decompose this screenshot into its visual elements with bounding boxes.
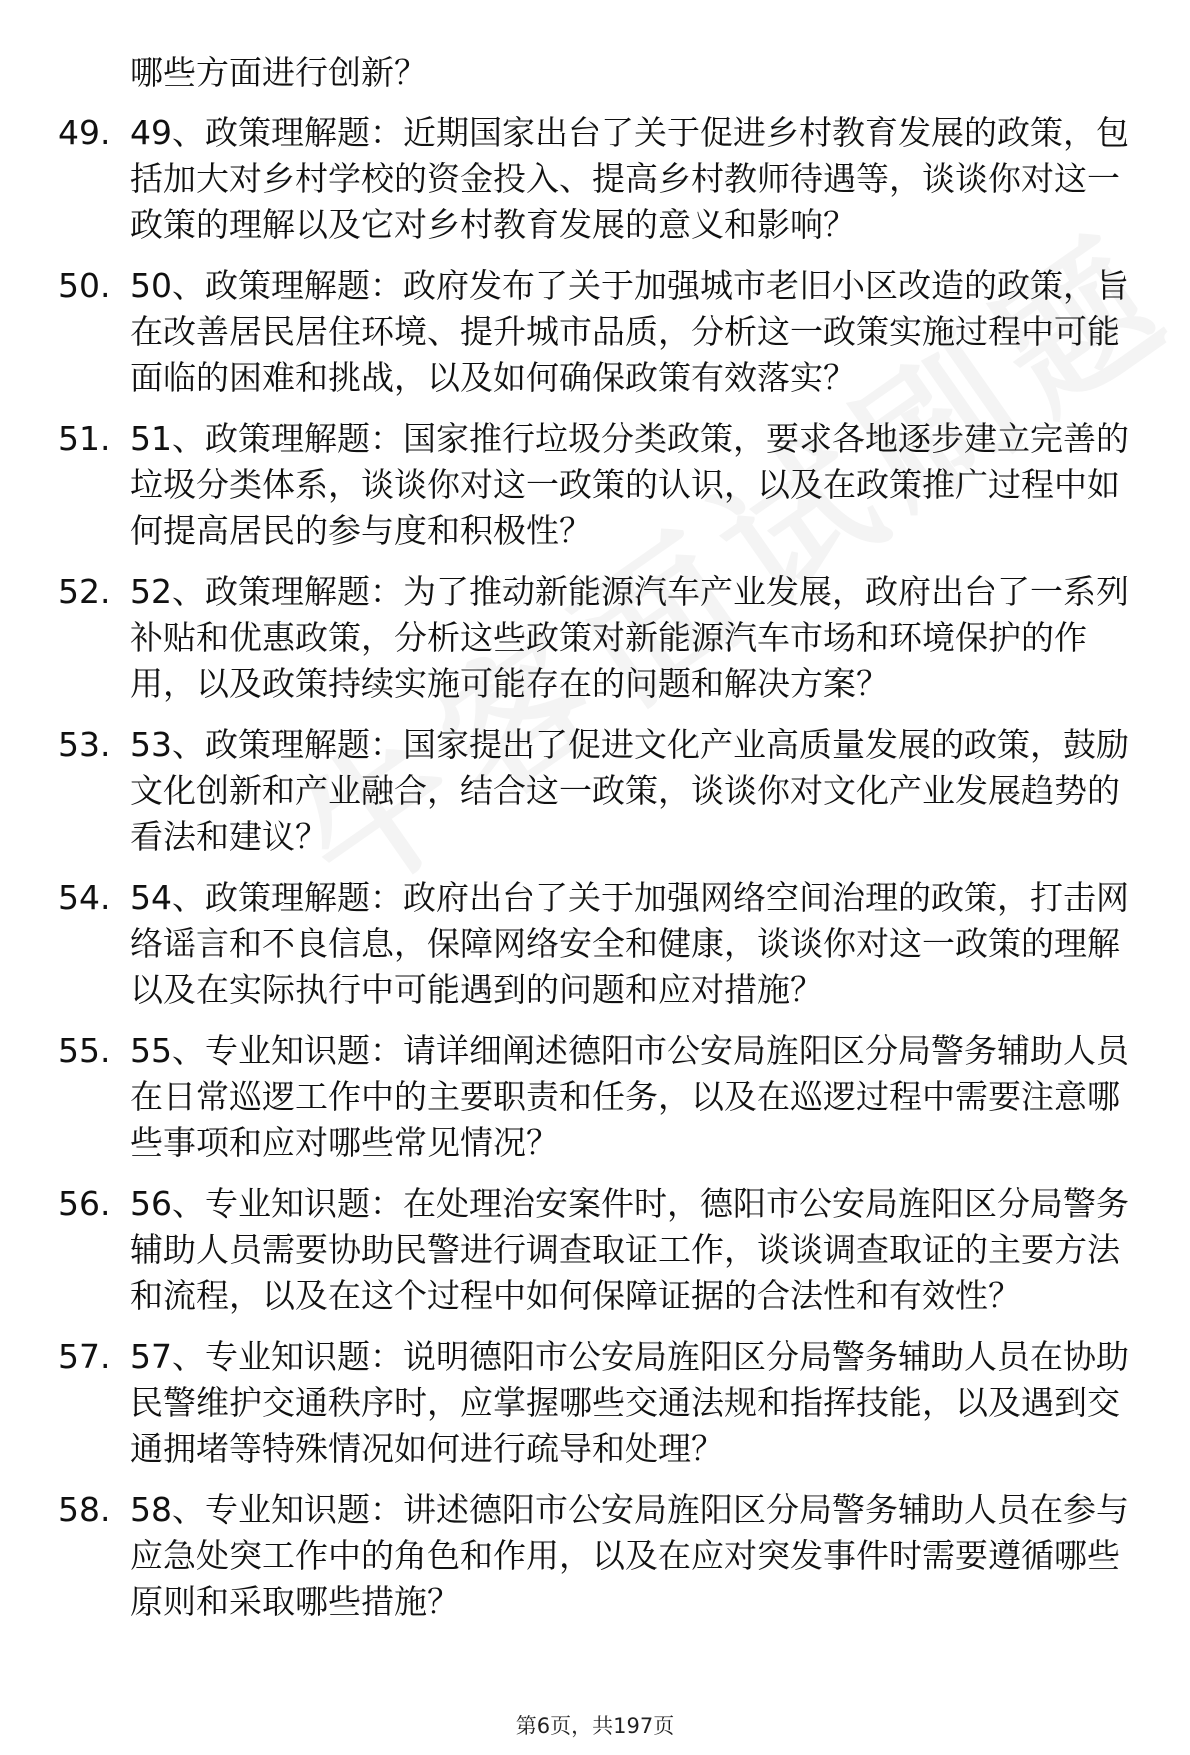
question-item [0,1181,1190,1319]
continued-text: 哪些方面进行创新？ [130,53,427,92]
question-number: 56. [58,1184,111,1223]
question-number: 57. [58,1337,111,1376]
question-text: 55、专业知识题：请详细阐述德阳市公安局旌阳区分局警务辅助人员在日常巡逻工作中的主要职责和任务，以及在巡逻过程中需要注意哪些事项和应对哪些常见情况？ [130,1031,1129,1162]
page-number-label: 第6页，共197页 [515,1714,675,1738]
question-item [0,875,1190,1013]
question-number: 55. [58,1031,111,1070]
question-text: 54、政策理解题：政府出台了关于加强网络空间治理的政策，打击网络谣言和不良信息，保障网络安全和健康，谈谈你对这一政策的理解以及在实际执行中可能遇到的问题和应对措施？ [130,878,1129,1009]
question-number: 58. [58,1490,111,1529]
question-number: 54. [58,878,111,917]
question-text: 53、政策理解题：国家提出了促进文化产业高质量发展的政策，鼓励文化创新和产业融合，结合这一政策，谈谈你对文化产业发展趋势的看法和建议？ [130,725,1129,856]
question-text: 51、政策理解题：国家推行垃圾分类政策，要求各地逐步建立完善的垃圾分类体系，谈谈你对这一政策的认识，以及在政策推广过程中如何提高居民的参与度和积极性？ [130,419,1129,550]
question-text: 50、政策理解题：政府发布了关于加强城市老旧小区改造的政策，旨在改善居民居住环境、提升城市品质，分析这一政策实施过程中可能面临的困难和挑战，以及如何确保政策有效落实？ [130,266,1129,397]
question-item [0,110,1190,248]
question-text: 56、专业知识题：在处理治安案件时，德阳市公安局旌阳区分局警务辅助人员需要协助民警进行调查取证工作，谈谈调查取证的主要方法和流程，以及在这个过程中如何保障证据的合法性和有效性？ [130,1184,1129,1315]
question-item [0,263,1190,401]
question-item [0,1028,1190,1166]
question-number: 53. [58,725,111,764]
question-number: 50. [58,266,111,305]
question-text: 49、政策理解题：近期国家出台了关于促进乡村教育发展的政策，包括加大对乡村学校的资金投入、提高乡村教师待遇等，谈谈你对这一政策的理解以及它对乡村教育发展的意义和影响？ [130,113,1129,244]
page-content [0,50,1190,1640]
question-number: 51. [58,419,111,458]
question-list [0,110,1190,1625]
page-footer [0,1710,1190,1740]
question-number: 49. [58,113,111,152]
question-text: 57、专业知识题：说明德阳市公安局旌阳区分局警务辅助人员在协助民警维护交通秩序时，应掌握哪些交通法规和指挥技能，以及遇到交通拥堵等特殊情况如何进行疏导和处理？ [130,1337,1129,1468]
question-text: 58、专业知识题：讲述德阳市公安局旌阳区分局警务辅助人员在参与应急处突工作中的角色和作用，以及在应对突发事件时需要遵循哪些原则和采取哪些措施？ [130,1490,1129,1621]
question-item [0,722,1190,860]
question-item [0,569,1190,707]
question-number: 52. [58,572,111,611]
question-item [0,416,1190,554]
question-text: 52、政策理解题：为了推动新能源汽车产业发展，政府出台了一系列补贴和优惠政策，分析这些政策对新能源汽车市场和环境保护的作用，以及政策持续实施可能存在的问题和解决方案？ [130,572,1129,703]
question-item [0,1334,1190,1472]
question-item [0,1487,1190,1625]
